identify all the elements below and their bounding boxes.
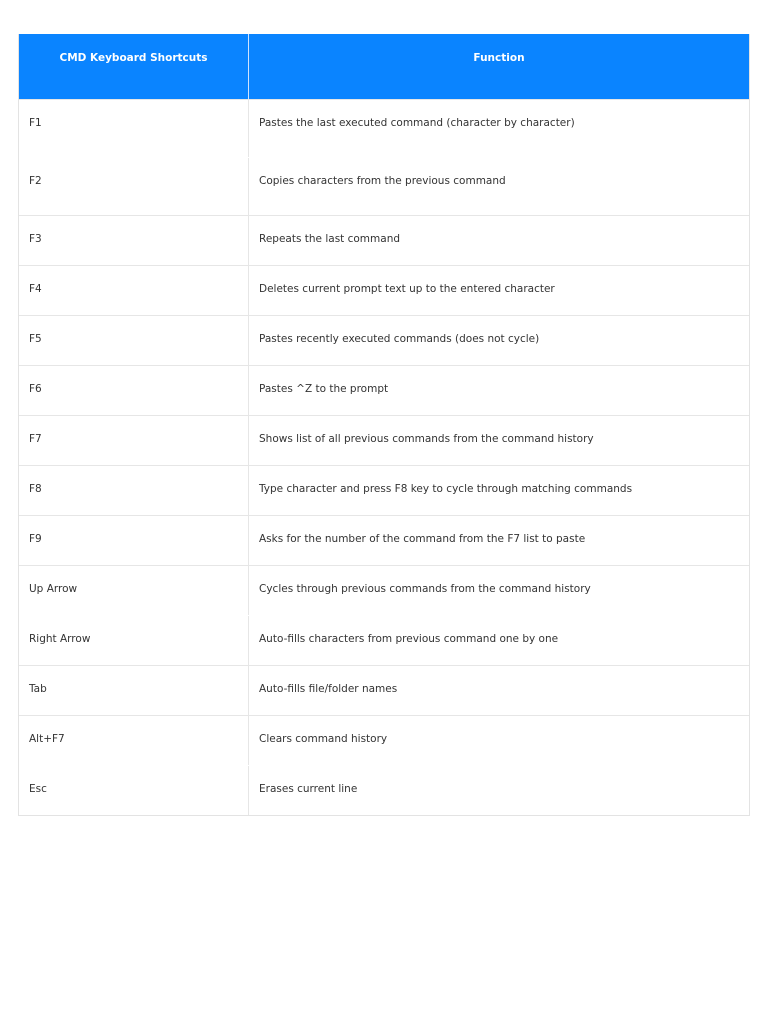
- table-row: [19, 615, 749, 665]
- shortcut-key: F6: [19, 366, 249, 415]
- shortcut-key: F5: [19, 316, 249, 365]
- shortcut-function: Pastes ^Z to the prompt: [259, 383, 389, 395]
- shortcut-key: F9: [19, 516, 249, 565]
- shortcut-key: Alt+F7: [19, 716, 249, 765]
- shortcut-key: F1: [19, 100, 249, 157]
- table-header: [19, 34, 749, 99]
- table-row: [19, 715, 749, 765]
- shortcut-function: Shows list of all previous commands from the command history: [259, 433, 594, 445]
- shortcut-key: Tab: [19, 666, 249, 715]
- shortcut-function: Pastes the last executed command (character by character): [259, 117, 575, 129]
- table-row: [19, 99, 749, 157]
- shortcut-function: Repeats the last command: [259, 233, 401, 245]
- shortcut-key: F2: [19, 158, 249, 215]
- shortcut-key: F4: [19, 266, 249, 315]
- shortcut-function: Auto-fills characters from previous command one by one: [259, 633, 559, 645]
- shortcut-function: Erases current line: [259, 783, 358, 795]
- table-row: [19, 315, 749, 365]
- table-row: [19, 265, 749, 315]
- shortcut-key: F7: [19, 416, 249, 465]
- shortcut-key: Up Arrow: [19, 566, 249, 615]
- table-row: [19, 565, 749, 615]
- shortcut-function: Cycles through previous commands from the command history: [259, 583, 591, 595]
- shortcut-key: Esc: [19, 766, 249, 815]
- table-row: [19, 465, 749, 515]
- shortcut-key: Right Arrow: [19, 616, 249, 665]
- header-shortcut: CMD Keyboard Shortcuts: [19, 34, 249, 99]
- table-row: [19, 365, 749, 415]
- table-row: [19, 765, 749, 815]
- header-function: Function: [473, 52, 525, 64]
- table-row: [19, 157, 749, 215]
- shortcut-function: Auto-fills file/folder names: [259, 683, 398, 695]
- shortcuts-table: [18, 34, 750, 816]
- shortcut-function: Clears command history: [259, 733, 388, 745]
- shortcut-function: Deletes current prompt text up to the entered character: [259, 283, 555, 295]
- table-row: [19, 215, 749, 265]
- shortcut-key: F3: [19, 216, 249, 265]
- table-row: [19, 415, 749, 465]
- shortcut-function: Copies characters from the previous command: [259, 175, 506, 187]
- shortcut-function: Asks for the number of the command from the F7 list to paste: [259, 533, 586, 545]
- table-row: [19, 665, 749, 715]
- table-row: [19, 515, 749, 565]
- shortcut-function: Pastes recently executed commands (does not cycle): [259, 333, 540, 345]
- shortcut-key: F8: [19, 466, 249, 515]
- shortcut-function: Type character and press F8 key to cycle through matching commands: [259, 483, 633, 495]
